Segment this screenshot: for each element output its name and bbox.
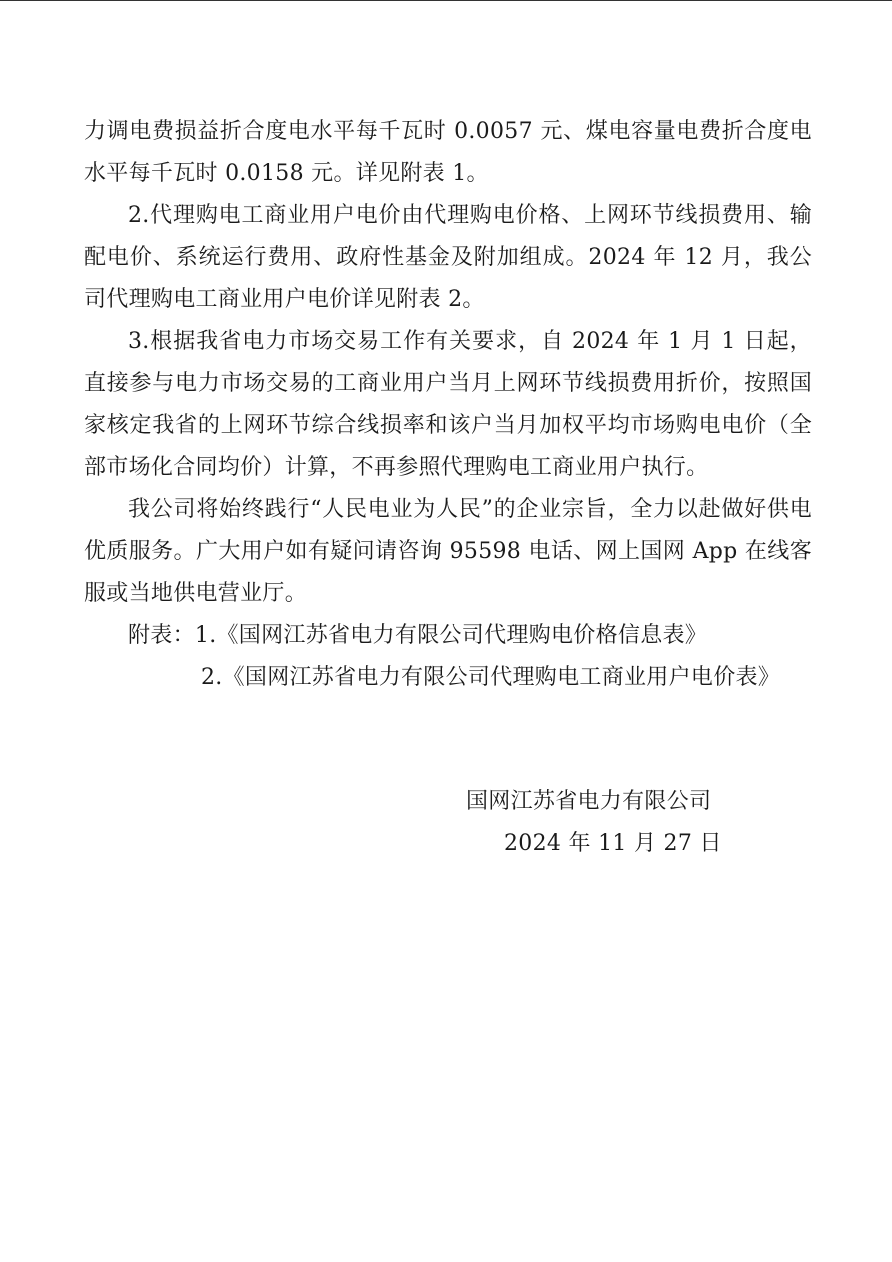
annex-item-1: 1.《国网江苏省电力有限公司代理购电价格信息表》 <box>194 623 708 648</box>
signature-block <box>466 781 722 865</box>
paragraph-item-2: 2.代理购电工商业用户电价由代理购电价格、上网环节线损费用、输配电价、系统运行费用、政府性基金及附加组成。2024 年 12 月，我公司代理购电工商业用户电价详见附表 2。 <box>84 203 812 312</box>
paragraph-item-3: 3.根据我省电力市场交易工作有关要求，自 2024 年 1 月 1 日起，直接参与电力市场交易的工商业用户当月上网环节线损费用折价，按照国家核定我省的上网环节综合线损率和该户当月加权平均市场购电电价（全部市场化合同均价）计算，不再参照代理购电工商业用户执行。 <box>84 329 812 480</box>
document-body <box>84 111 812 699</box>
paragraph-closing: 我公司将始终践行“人民电业为人民”的企业宗旨，全力以赴做好供电优质服务。广大用户如有疑问请咨询 95598 电话、网上国网 App 在线客服或当地供电营业厅。 <box>84 497 812 606</box>
annex-list <box>84 615 812 699</box>
annex-row-1 <box>128 615 812 657</box>
paragraph-continuation: 力调电费损益折合度电水平每千瓦时 0.0057 元、煤电容量电费折合度电水平每千瓦时 0.0158 元。详见附表 1。 <box>84 119 812 186</box>
annex-label: 附表： <box>128 623 195 648</box>
signature-date: 2024 年 11 月 27 日 <box>504 831 722 856</box>
annex-row-2 <box>128 657 812 699</box>
annex-item-2: 2.《国网江苏省电力有限公司代理购电工商业用户电价表》 <box>201 665 781 690</box>
signature-company: 国网江苏省电力有限公司 <box>466 789 712 814</box>
